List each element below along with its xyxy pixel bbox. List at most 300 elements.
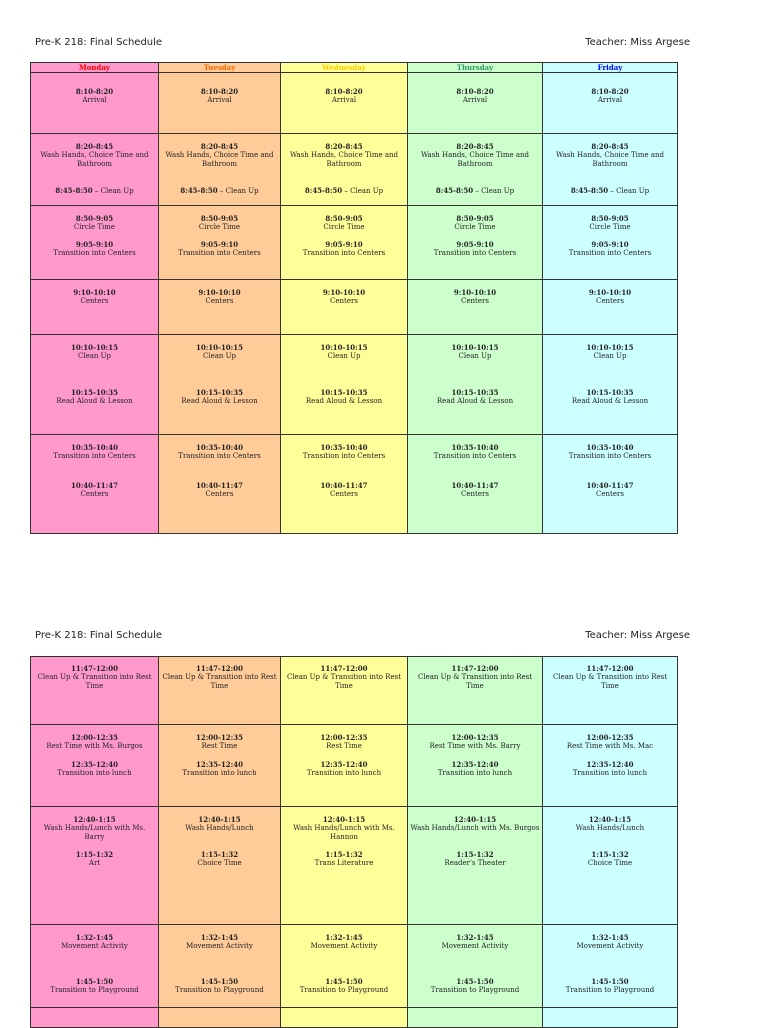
entry-activity: Rest Time bbox=[201, 742, 238, 750]
schedule-entry bbox=[545, 977, 675, 995]
schedule-entry bbox=[410, 142, 540, 169]
entry-time: 9:10-10:10 bbox=[453, 288, 497, 297]
schedule-cell-wednesday bbox=[281, 335, 408, 435]
entry-activity: Clean Up bbox=[327, 352, 361, 360]
schedule-cell-tuesday bbox=[159, 280, 281, 335]
schedule-cell-monday bbox=[31, 280, 159, 335]
entry-activity: Rest Time with Ms. Barry bbox=[429, 742, 521, 750]
schedule-row bbox=[31, 725, 678, 807]
entry-time: 8:45-8:50 bbox=[435, 186, 474, 195]
entry-activity: Choice Time bbox=[587, 859, 633, 867]
entry-time: 10:15-10:35 bbox=[586, 388, 634, 397]
entry-activity: Wash Hands, Choice Time and Bathroom bbox=[420, 151, 530, 168]
entry-time: 8:10-8:20 bbox=[200, 87, 239, 96]
entry-activity: Transition into Centers bbox=[53, 452, 136, 460]
schedule-row bbox=[31, 1008, 678, 1028]
entry-activity: Centers bbox=[205, 490, 234, 498]
schedule-entry bbox=[283, 850, 405, 868]
morning-schedule-body bbox=[31, 73, 678, 534]
schedule-entry bbox=[161, 815, 278, 833]
schedule-entry bbox=[545, 87, 675, 105]
entry-time: 9:10-10:10 bbox=[73, 288, 116, 297]
schedule-cell-monday bbox=[31, 925, 159, 1008]
page2-header bbox=[35, 630, 690, 646]
schedule-entry bbox=[33, 733, 156, 751]
schedule-cell-monday bbox=[31, 807, 159, 925]
entry-activity: Read Aloud & Lesson bbox=[571, 397, 649, 405]
entry-activity: Wash Hands/Lunch with Ms. Barry bbox=[43, 824, 146, 841]
schedule-row bbox=[31, 73, 678, 134]
schedule-cell-tuesday bbox=[159, 725, 281, 807]
schedule-cell-wednesday bbox=[281, 134, 408, 206]
entry-activity: Transition into Centers bbox=[302, 249, 386, 257]
entry-activity: Transition into Centers bbox=[568, 452, 652, 460]
entry-time: 8:20-8:45 bbox=[75, 142, 114, 151]
entry-time: 8:20-8:45 bbox=[456, 142, 494, 151]
schedule-row bbox=[31, 657, 678, 725]
day-header-tuesday: Tuesday bbox=[159, 63, 281, 73]
entry-activity: Rest Time with Ms. Mac bbox=[566, 742, 654, 750]
entry-activity: Centers bbox=[461, 297, 489, 305]
schedule-cell-friday bbox=[543, 657, 678, 725]
schedule-cell-thursday bbox=[408, 73, 543, 134]
page-title: Pre-K 218: Final Schedule bbox=[35, 37, 163, 48]
entry-time: 12:35-12:40 bbox=[70, 760, 119, 769]
entry-activity: Movement Activity bbox=[441, 942, 509, 950]
entry-time: 10:15-10:35 bbox=[70, 388, 119, 397]
schedule-entry bbox=[545, 343, 675, 361]
entry-activity: Clean Up & Transition into Rest Time bbox=[552, 673, 668, 690]
schedule-entry bbox=[410, 288, 540, 306]
entry-time: 1:15-1:32 bbox=[75, 850, 114, 859]
schedule-entry bbox=[545, 214, 675, 232]
schedule-cell-friday bbox=[543, 807, 678, 925]
schedule-entry bbox=[33, 388, 156, 406]
schedule-entry bbox=[545, 186, 675, 196]
entry-time: 8:50-9:05 bbox=[75, 214, 114, 223]
day-header-thursday: Thursday bbox=[408, 63, 543, 73]
entry-time: 10:40-11:47 bbox=[70, 481, 119, 490]
entry-separator: – bbox=[473, 187, 482, 195]
entry-activity: Transition into Centers bbox=[568, 249, 652, 257]
entry-activity: Transition into Centers bbox=[178, 452, 261, 460]
entry-time: 8:10-8:20 bbox=[325, 87, 363, 96]
schedule-entry bbox=[33, 481, 156, 499]
entry-activity: Movement Activity bbox=[186, 942, 253, 950]
entry-activity: Wash Hands/Lunch bbox=[575, 824, 645, 832]
schedule-entry bbox=[161, 664, 278, 691]
entry-activity: Arrival bbox=[597, 96, 623, 104]
entry-activity: Clean Up & Transition into Rest Time bbox=[286, 673, 402, 690]
entry-activity: Transition to Playground bbox=[430, 986, 520, 994]
schedule-cell-friday bbox=[543, 73, 678, 134]
schedule-entry bbox=[33, 850, 156, 868]
schedule-entry bbox=[33, 443, 156, 461]
entry-activity: Clean Up & Transition into Rest Time bbox=[37, 673, 152, 690]
schedule-cell-tuesday bbox=[159, 134, 281, 206]
entry-activity: Movement Activity bbox=[576, 942, 644, 950]
schedule-cell-wednesday bbox=[281, 725, 408, 807]
schedule-cell-monday bbox=[31, 73, 159, 134]
schedule-entry bbox=[33, 87, 156, 105]
entry-time: 9:05-9:10 bbox=[591, 240, 629, 249]
entry-time: 10:10-10:15 bbox=[586, 343, 634, 352]
morning-schedule-table bbox=[30, 62, 678, 534]
entry-time: 9:10-10:10 bbox=[322, 288, 366, 297]
entry-activity: Centers bbox=[596, 490, 624, 498]
schedule-entry bbox=[161, 388, 278, 406]
schedule-row bbox=[31, 435, 678, 534]
schedule-cell-wednesday bbox=[281, 925, 408, 1008]
entry-time: 10:35-10:40 bbox=[320, 443, 368, 452]
entry-activity: Clean Up bbox=[100, 187, 134, 195]
schedule-row bbox=[31, 134, 678, 206]
entry-time: 10:10-10:15 bbox=[70, 343, 119, 352]
schedule-entry bbox=[410, 240, 540, 258]
schedule-entry bbox=[410, 977, 540, 995]
entry-time: 8:50-9:05 bbox=[325, 214, 363, 223]
entry-activity: Wash Hands/Lunch with Ms. Hannon bbox=[293, 824, 395, 841]
schedule-entry bbox=[161, 288, 278, 306]
schedule-cell-wednesday bbox=[281, 280, 408, 335]
entry-activity: Clean Up & Transition into Rest Time bbox=[162, 673, 277, 690]
schedule-cell-thursday bbox=[408, 134, 543, 206]
entry-time: 1:45-1:50 bbox=[456, 977, 494, 986]
schedule-entry bbox=[33, 214, 156, 232]
entry-activity: Arrival bbox=[331, 96, 357, 104]
entry-time: 8:20-8:45 bbox=[200, 142, 239, 151]
schedule-cell-monday bbox=[31, 725, 159, 807]
schedule-entry bbox=[545, 288, 675, 306]
schedule-entry bbox=[410, 760, 540, 778]
entry-time: 12:35-12:40 bbox=[195, 760, 244, 769]
schedule-cell-monday bbox=[31, 206, 159, 280]
entry-time: 8:20-8:45 bbox=[325, 142, 363, 151]
schedule-entry bbox=[410, 186, 540, 196]
afternoon-schedule-body bbox=[31, 657, 678, 1028]
entry-time: 1:32-1:45 bbox=[200, 933, 239, 942]
schedule-entry bbox=[283, 288, 405, 306]
schedule-entry bbox=[161, 443, 278, 461]
schedule-cell-tuesday bbox=[159, 206, 281, 280]
schedule-entry bbox=[161, 850, 278, 868]
schedule-cell-thursday bbox=[408, 807, 543, 925]
schedule-entry bbox=[545, 760, 675, 778]
entry-time: 12:00-12:35 bbox=[586, 733, 634, 742]
entry-time: 1:32-1:45 bbox=[325, 933, 363, 942]
entry-time: 8:20-8:45 bbox=[591, 142, 629, 151]
entry-time: 9:10-10:10 bbox=[588, 288, 632, 297]
entry-activity: Arrival bbox=[207, 96, 232, 104]
schedule-cell-tuesday bbox=[159, 807, 281, 925]
schedule-cell-friday bbox=[543, 925, 678, 1008]
schedule-entry bbox=[545, 388, 675, 406]
entry-activity: Rest Time bbox=[326, 742, 362, 750]
schedule-cell-friday bbox=[543, 1008, 678, 1028]
schedule-entry bbox=[33, 977, 156, 995]
entry-time: 1:15-1:32 bbox=[325, 850, 363, 859]
entry-time: 10:40-11:47 bbox=[195, 481, 244, 490]
schedule-cell-monday bbox=[31, 335, 159, 435]
entry-activity: Centers bbox=[461, 490, 489, 498]
entry-activity: Transition into lunch bbox=[437, 769, 513, 777]
schedule-cell-monday bbox=[31, 435, 159, 534]
schedule-entry bbox=[410, 850, 540, 868]
schedule-entry bbox=[410, 214, 540, 232]
entry-time: 10:35-10:40 bbox=[70, 443, 119, 452]
schedule-entry bbox=[161, 142, 278, 169]
schedule-entry bbox=[283, 240, 405, 258]
entry-time: 12:40-1:15 bbox=[198, 815, 241, 824]
schedule-entry bbox=[545, 733, 675, 751]
schedule-entry bbox=[545, 933, 675, 951]
entry-time: 10:35-10:40 bbox=[451, 443, 499, 452]
schedule-cell-monday bbox=[31, 134, 159, 206]
schedule-entry bbox=[161, 977, 278, 995]
entry-time: 1:45-1:50 bbox=[325, 977, 363, 986]
schedule-cell-thursday bbox=[408, 925, 543, 1008]
page-title: Pre-K 218: Final Schedule bbox=[35, 630, 163, 641]
schedule-cell-tuesday bbox=[159, 925, 281, 1008]
schedule-row bbox=[31, 280, 678, 335]
schedule-entry bbox=[410, 815, 540, 833]
page1-header bbox=[35, 37, 690, 53]
entry-time: 10:40-11:47 bbox=[451, 481, 499, 490]
entry-time: 11:47-12:00 bbox=[586, 664, 634, 673]
entry-separator: – bbox=[608, 187, 617, 195]
schedule-entry bbox=[283, 343, 405, 361]
schedule-entry bbox=[161, 760, 278, 778]
entry-time: 8:45-8:50 bbox=[180, 186, 218, 195]
entry-time: 12:40-1:15 bbox=[453, 815, 497, 824]
entry-time: 8:10-8:20 bbox=[591, 87, 629, 96]
schedule-entry bbox=[33, 664, 156, 691]
day-header-monday: Monday bbox=[31, 63, 159, 73]
entry-time: 12:40-1:15 bbox=[322, 815, 366, 824]
schedule-cell-thursday bbox=[408, 725, 543, 807]
entry-time: 1:15-1:32 bbox=[591, 850, 629, 859]
schedule-cell-monday bbox=[31, 657, 159, 725]
schedule-cell-tuesday bbox=[159, 73, 281, 134]
schedule-entry bbox=[283, 664, 405, 691]
schedule-cell-thursday bbox=[408, 280, 543, 335]
schedule-row bbox=[31, 335, 678, 435]
entry-activity: Read Aloud & Lesson bbox=[305, 397, 383, 405]
entry-time: 9:05-9:10 bbox=[456, 240, 494, 249]
entry-activity: Transition into lunch bbox=[57, 769, 132, 777]
schedule-cell-friday bbox=[543, 335, 678, 435]
schedule-entry bbox=[161, 481, 278, 499]
entry-time: 8:45-8:50 bbox=[55, 186, 93, 195]
schedule-entry bbox=[410, 664, 540, 691]
entry-activity: Transition into Centers bbox=[433, 249, 517, 257]
schedule-entry bbox=[283, 815, 405, 842]
schedule-entry bbox=[33, 343, 156, 361]
entry-time: 8:45-8:50 bbox=[570, 186, 609, 195]
entry-time: 12:35-12:40 bbox=[586, 760, 634, 769]
entry-activity: Wash Hands/Lunch bbox=[185, 824, 254, 832]
entry-activity: Circle Time bbox=[323, 223, 365, 231]
entry-activity: Movement Activity bbox=[61, 942, 128, 950]
entry-time: 8:10-8:20 bbox=[75, 87, 114, 96]
schedule-entry bbox=[545, 142, 675, 169]
schedule-cell-wednesday bbox=[281, 807, 408, 925]
schedule-entry bbox=[545, 664, 675, 691]
schedule-entry bbox=[161, 214, 278, 232]
entry-time: 12:00-12:35 bbox=[195, 733, 244, 742]
schedule-cell-wednesday bbox=[281, 206, 408, 280]
entry-time: 10:15-10:35 bbox=[320, 388, 368, 397]
schedule-entry bbox=[283, 388, 405, 406]
entry-activity: Read Aloud & Lesson bbox=[181, 397, 258, 405]
afternoon-schedule-table bbox=[30, 656, 678, 1028]
entry-separator: – bbox=[92, 187, 101, 195]
schedule-entry bbox=[283, 214, 405, 232]
entry-time: 8:50-9:05 bbox=[591, 214, 629, 223]
schedule-entry bbox=[283, 933, 405, 951]
entry-activity: Clean Up & Transition into Rest Time bbox=[417, 673, 533, 690]
schedule-entry bbox=[33, 186, 156, 196]
entry-time: 10:15-10:35 bbox=[195, 388, 244, 397]
schedule-entry bbox=[283, 186, 405, 196]
schedule-cell-friday bbox=[543, 435, 678, 534]
entry-time: 8:50-9:05 bbox=[200, 214, 239, 223]
schedule-cell-tuesday bbox=[159, 435, 281, 534]
entry-time: 1:15-1:32 bbox=[456, 850, 494, 859]
entry-activity: Transition into Centers bbox=[302, 452, 386, 460]
schedule-entry bbox=[545, 850, 675, 868]
schedule-cell-monday bbox=[31, 1008, 159, 1028]
schedule-entry bbox=[33, 933, 156, 951]
entry-activity: Arrival bbox=[462, 96, 488, 104]
entry-time: 1:45-1:50 bbox=[75, 977, 114, 986]
entry-time: 1:45-1:50 bbox=[591, 977, 629, 986]
teacher-name: Teacher: Miss Argese bbox=[585, 37, 690, 48]
entry-time: 10:35-10:40 bbox=[586, 443, 634, 452]
entry-activity: Trans Literature bbox=[314, 859, 374, 867]
entry-activity: Transition into Centers bbox=[178, 249, 261, 257]
entry-time: 10:35-10:40 bbox=[195, 443, 244, 452]
entry-activity: Wash Hands, Choice Time and Bathroom bbox=[555, 151, 665, 168]
entry-activity: Art bbox=[88, 859, 101, 867]
schedule-cell-thursday bbox=[408, 206, 543, 280]
entry-time: 11:47-12:00 bbox=[451, 664, 499, 673]
entry-activity: Wash Hands, Choice Time and Bathroom bbox=[40, 151, 149, 168]
entry-activity: Circle Time bbox=[454, 223, 496, 231]
entry-time: 12:35-12:40 bbox=[451, 760, 499, 769]
schedule-row bbox=[31, 206, 678, 280]
schedule-entry bbox=[33, 760, 156, 778]
schedule-cell-wednesday bbox=[281, 1008, 408, 1028]
entry-time: 11:47-12:00 bbox=[70, 664, 119, 673]
entry-time: 1:32-1:45 bbox=[591, 933, 629, 942]
entry-activity: Rest Time with Ms. Burgos bbox=[46, 742, 143, 750]
entry-activity: Transition into Centers bbox=[53, 249, 136, 257]
schedule-entry bbox=[161, 186, 278, 196]
schedule-entry bbox=[410, 733, 540, 751]
entry-activity: Clean Up bbox=[202, 352, 237, 360]
schedule-entry bbox=[410, 933, 540, 951]
entry-separator: – bbox=[217, 187, 226, 195]
schedule-cell-wednesday bbox=[281, 73, 408, 134]
schedule-row bbox=[31, 925, 678, 1008]
schedule-entry bbox=[545, 815, 675, 833]
schedule-cell-tuesday bbox=[159, 657, 281, 725]
schedule-entry bbox=[161, 343, 278, 361]
entry-time: 10:10-10:15 bbox=[195, 343, 244, 352]
entry-activity: Centers bbox=[205, 297, 234, 305]
entry-activity: Clean Up bbox=[593, 352, 627, 360]
entry-activity: Choice Time bbox=[197, 859, 242, 867]
schedule-entry bbox=[161, 240, 278, 258]
schedule-cell-wednesday bbox=[281, 435, 408, 534]
schedule-entry bbox=[283, 481, 405, 499]
entry-activity: Circle Time bbox=[589, 223, 631, 231]
entry-time: 12:00-12:35 bbox=[451, 733, 499, 742]
entry-activity: Clean Up bbox=[225, 187, 259, 195]
entry-time: 12:00-12:35 bbox=[70, 733, 119, 742]
schedule-entry bbox=[410, 388, 540, 406]
entry-time: 9:05-9:10 bbox=[325, 240, 363, 249]
entry-activity: Clean Up bbox=[458, 352, 492, 360]
schedule-cell-wednesday bbox=[281, 657, 408, 725]
entry-time: 10:40-11:47 bbox=[586, 481, 634, 490]
schedule-entry bbox=[283, 733, 405, 751]
entry-activity: Centers bbox=[330, 297, 358, 305]
schedule-entry bbox=[545, 240, 675, 258]
entry-activity: Clean Up bbox=[481, 187, 515, 195]
entry-activity: Circle Time bbox=[198, 223, 241, 231]
entry-activity: Reader's Theater bbox=[444, 859, 506, 867]
entry-time: 10:15-10:35 bbox=[451, 388, 499, 397]
schedule-entry bbox=[410, 443, 540, 461]
entry-activity: Transition into lunch bbox=[182, 769, 257, 777]
entry-activity: Read Aloud & Lesson bbox=[56, 397, 133, 405]
entry-activity: Read Aloud & Lesson bbox=[436, 397, 514, 405]
entry-time: 11:47-12:00 bbox=[320, 664, 368, 673]
entry-activity: Movement Activity bbox=[310, 942, 378, 950]
schedule-entry bbox=[283, 977, 405, 995]
entry-activity: Wash Hands, Choice Time and Bathroom bbox=[289, 151, 399, 168]
schedule-cell-friday bbox=[543, 134, 678, 206]
entry-time: 12:35-12:40 bbox=[320, 760, 368, 769]
entry-activity: Transition into Centers bbox=[433, 452, 517, 460]
entry-time: 8:10-8:20 bbox=[456, 87, 494, 96]
entry-time: 8:50-9:05 bbox=[456, 214, 494, 223]
schedule-entry bbox=[33, 240, 156, 258]
entry-time: 12:40-1:15 bbox=[588, 815, 632, 824]
entry-time: 1:15-1:32 bbox=[200, 850, 239, 859]
schedule-entry bbox=[410, 343, 540, 361]
entry-activity: Transition to Playground bbox=[565, 986, 655, 994]
entry-activity: Transition into lunch bbox=[572, 769, 648, 777]
day-header-row bbox=[31, 63, 678, 73]
entry-activity: Clean Up bbox=[616, 187, 650, 195]
schedule-cell-friday bbox=[543, 206, 678, 280]
schedule-entry bbox=[33, 288, 156, 306]
entry-time: 8:45-8:50 bbox=[304, 186, 343, 195]
schedule-entry bbox=[33, 142, 156, 169]
entry-activity: Wash Hands/Lunch with Ms. Burgos bbox=[410, 824, 540, 832]
entry-activity: Transition into lunch bbox=[306, 769, 382, 777]
entry-activity: Transition to Playground bbox=[50, 986, 139, 994]
schedule-row bbox=[31, 807, 678, 925]
entry-separator: – bbox=[342, 187, 351, 195]
schedule-entry bbox=[283, 87, 405, 105]
entry-activity: Transition to Playground bbox=[299, 986, 389, 994]
schedule-cell-thursday bbox=[408, 335, 543, 435]
entry-activity: Circle Time bbox=[73, 223, 116, 231]
